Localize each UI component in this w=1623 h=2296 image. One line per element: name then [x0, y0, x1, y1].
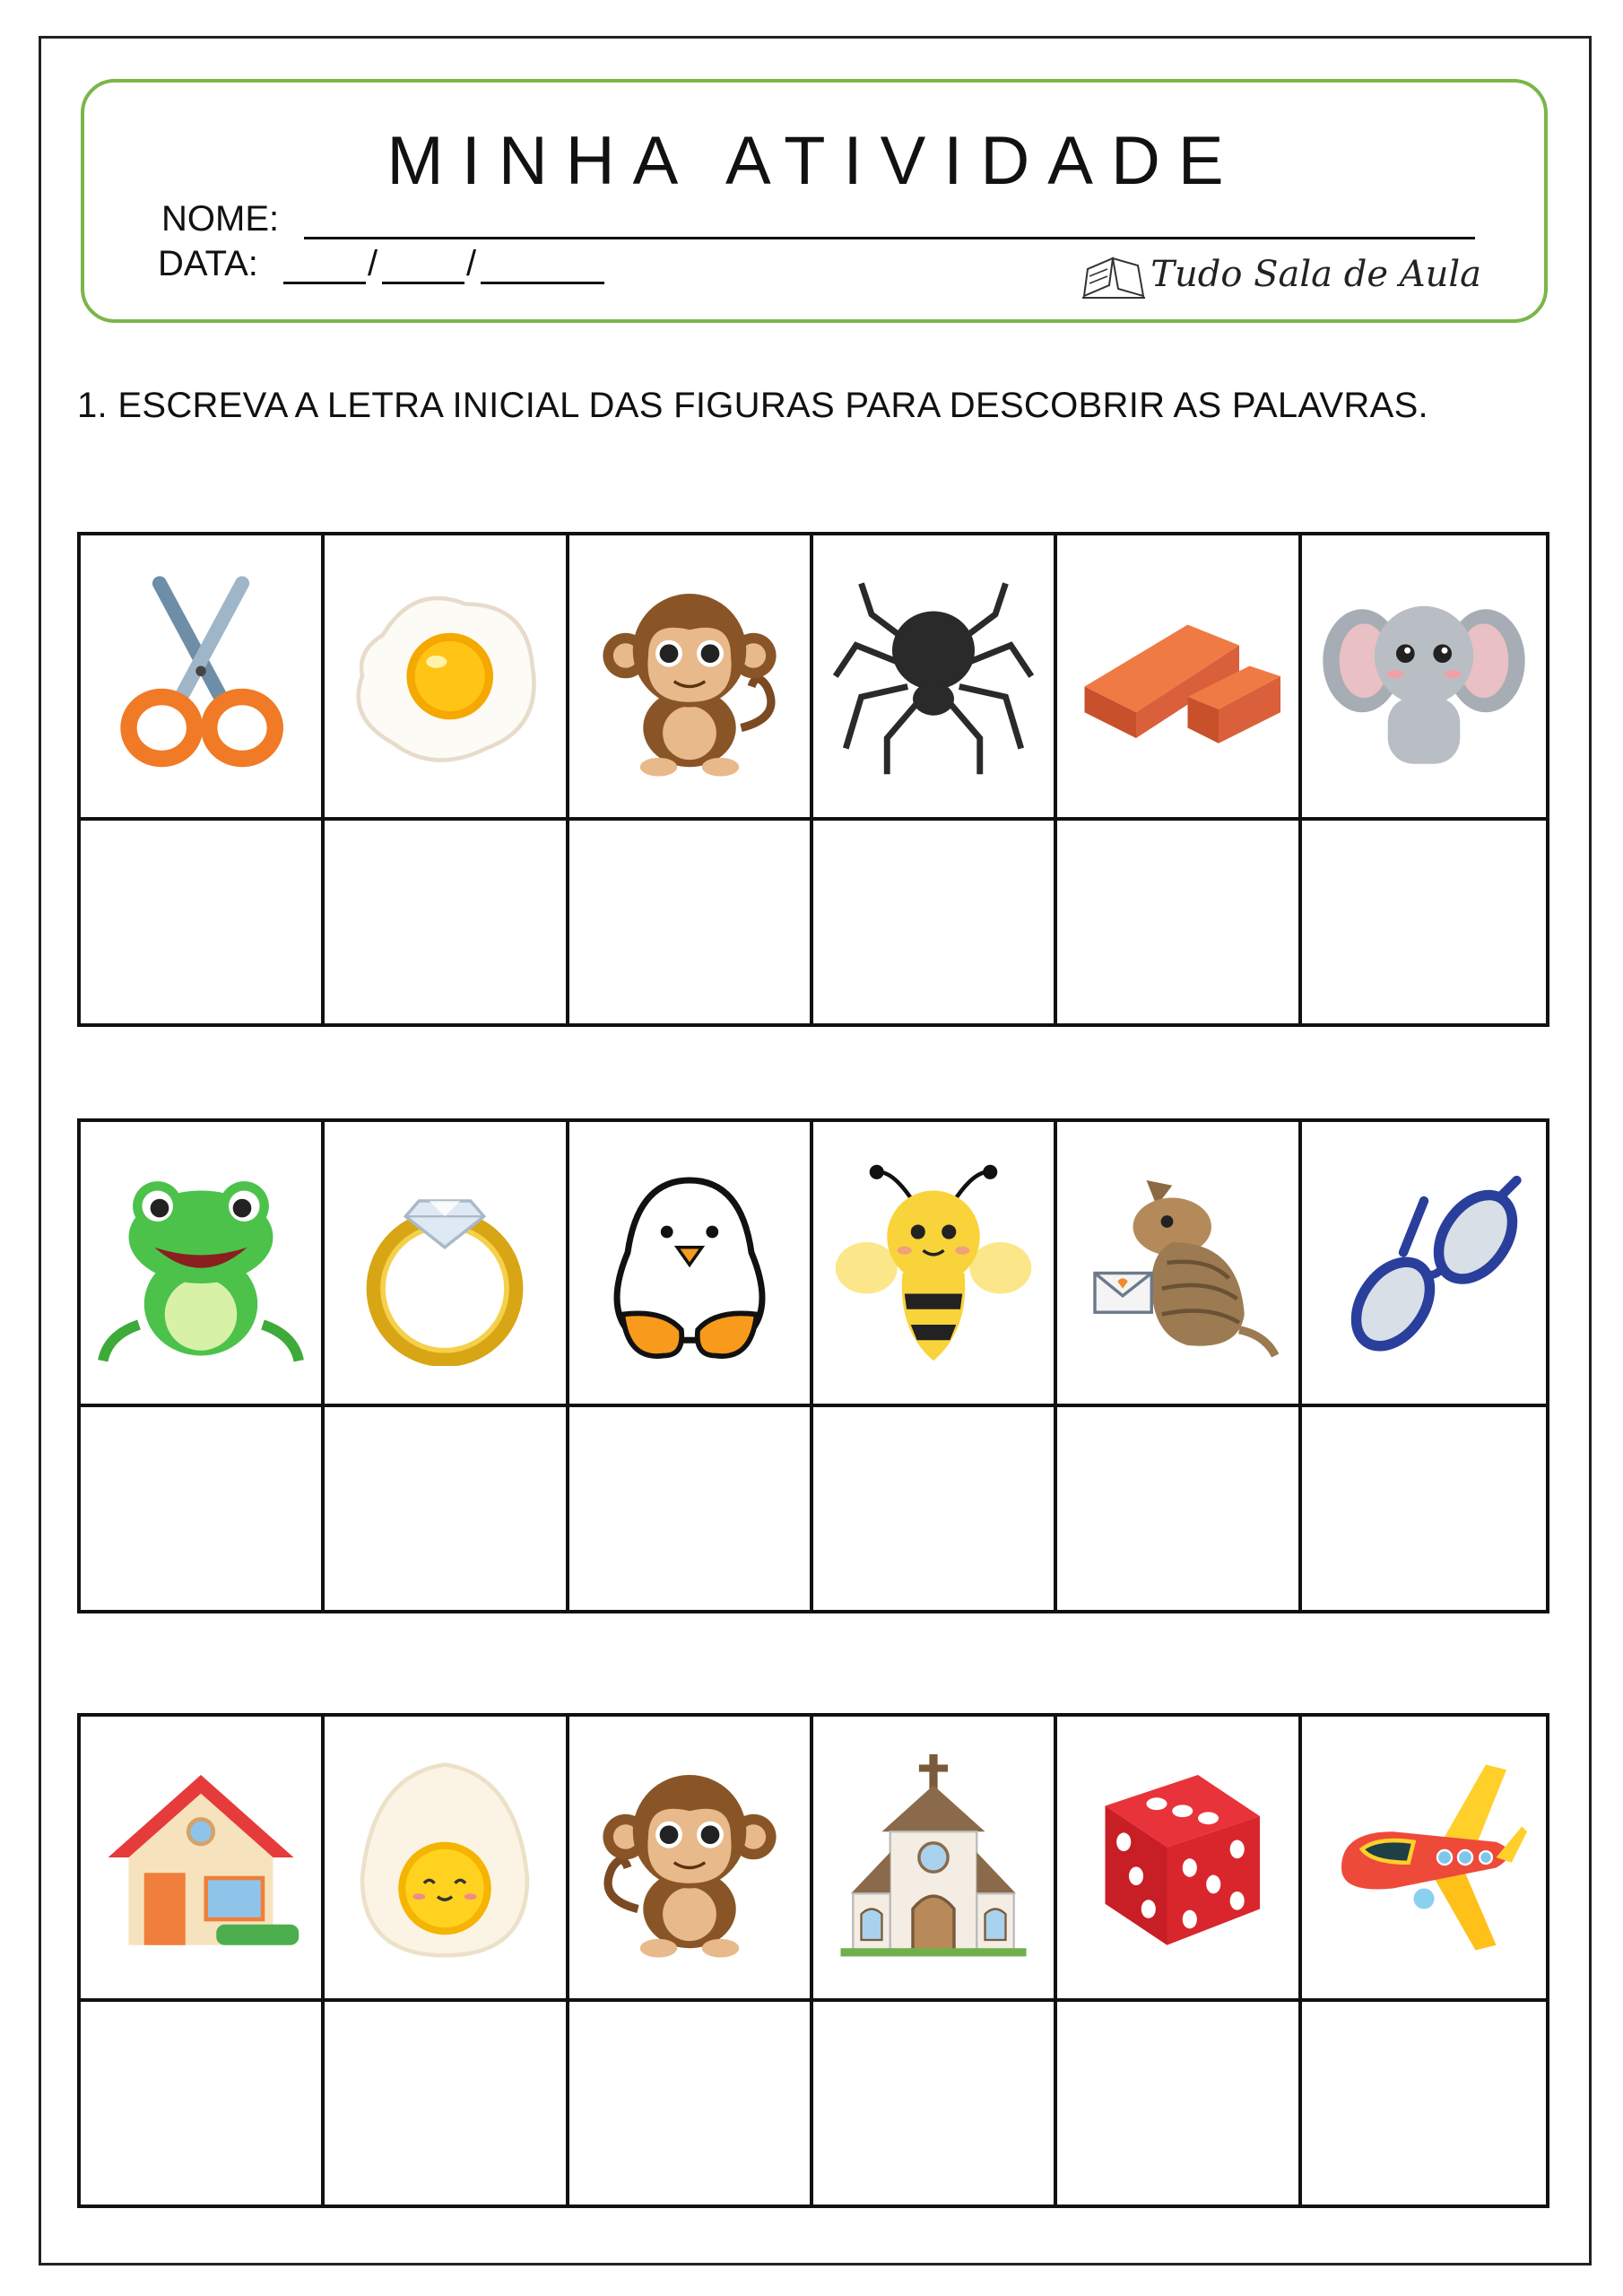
date-separator: /	[466, 244, 477, 283]
date-label: DATA:	[158, 244, 258, 283]
monkey-icon	[586, 573, 793, 779]
answer-box[interactable]	[569, 821, 813, 1023]
answer-box[interactable]	[1302, 2002, 1546, 2205]
scissors-icon	[98, 573, 304, 779]
armadillo-icon	[1074, 1160, 1280, 1366]
open-book-icon	[1082, 249, 1145, 300]
picture-cell	[813, 1122, 1057, 1407]
answer-box[interactable]	[569, 1407, 813, 1610]
picture-cell	[81, 1122, 325, 1407]
picture-cell	[81, 1717, 325, 2002]
glasses-icon	[1321, 1160, 1527, 1366]
dice-icon	[1074, 1754, 1280, 1961]
picture-cell	[1057, 535, 1301, 821]
frog-icon	[98, 1160, 304, 1366]
picture-grid-3	[77, 1713, 1549, 2208]
brand-text: Tudo Sala de Aula	[1150, 254, 1481, 295]
answer-box[interactable]	[1057, 1407, 1301, 1610]
house-icon	[98, 1754, 304, 1961]
answer-box[interactable]	[81, 1407, 325, 1610]
answer-box[interactable]	[813, 1407, 1057, 1610]
answer-box[interactable]	[325, 821, 568, 1023]
picture-cell	[325, 535, 568, 821]
header-box	[81, 79, 1548, 323]
picture-cell	[569, 1717, 813, 2002]
picture-cell	[325, 1122, 568, 1407]
brick-icon	[1074, 573, 1280, 779]
answer-box[interactable]	[325, 2002, 568, 2205]
fried-egg-icon	[342, 573, 548, 779]
picture-cell	[81, 535, 325, 821]
date-month-line[interactable]	[382, 282, 464, 284]
answer-box[interactable]	[813, 2002, 1057, 2205]
ring-icon	[342, 1160, 548, 1366]
picture-grid-2	[77, 1118, 1549, 1613]
answer-box[interactable]	[325, 1407, 568, 1610]
elephant-icon	[1321, 573, 1527, 779]
date-day-line[interactable]	[283, 282, 366, 284]
answer-box[interactable]	[569, 2002, 813, 2205]
picture-cell	[569, 535, 813, 821]
spider-icon	[830, 573, 1037, 779]
picture-cell	[1302, 1122, 1546, 1407]
date-separator: /	[368, 244, 378, 283]
chick-icon	[586, 1160, 793, 1366]
answer-box[interactable]	[81, 821, 325, 1023]
answer-box[interactable]	[1057, 821, 1301, 1023]
date-year-line[interactable]	[481, 282, 604, 284]
answer-box[interactable]	[81, 2002, 325, 2205]
name-label: NOME:	[161, 199, 280, 239]
answer-box[interactable]	[813, 821, 1057, 1023]
picture-grid-1	[77, 532, 1549, 1027]
answer-box[interactable]	[1057, 2002, 1301, 2205]
egg-icon	[342, 1754, 548, 1961]
picture-cell	[813, 535, 1057, 821]
bee-icon	[830, 1160, 1037, 1366]
page-title: MINHA ATIVIDADE	[386, 123, 1242, 199]
picture-cell	[1302, 1717, 1546, 2002]
airplane-icon	[1321, 1754, 1527, 1961]
monkey-icon	[586, 1754, 793, 1961]
church-icon	[830, 1754, 1037, 1961]
picture-cell	[325, 1717, 568, 2002]
brand-logo	[1082, 237, 1481, 300]
picture-cell	[1057, 1122, 1301, 1407]
instruction-text: 1. ESCREVA A LETRA INICIAL DAS FIGURAS PARA DESCOBRIR AS PALAVRAS.	[77, 386, 1428, 425]
picture-cell	[813, 1717, 1057, 2002]
answer-box[interactable]	[1302, 821, 1546, 1023]
picture-cell	[1057, 1717, 1301, 2002]
picture-cell	[569, 1122, 813, 1407]
answer-box[interactable]	[1302, 1407, 1546, 1610]
picture-cell	[1302, 535, 1546, 821]
